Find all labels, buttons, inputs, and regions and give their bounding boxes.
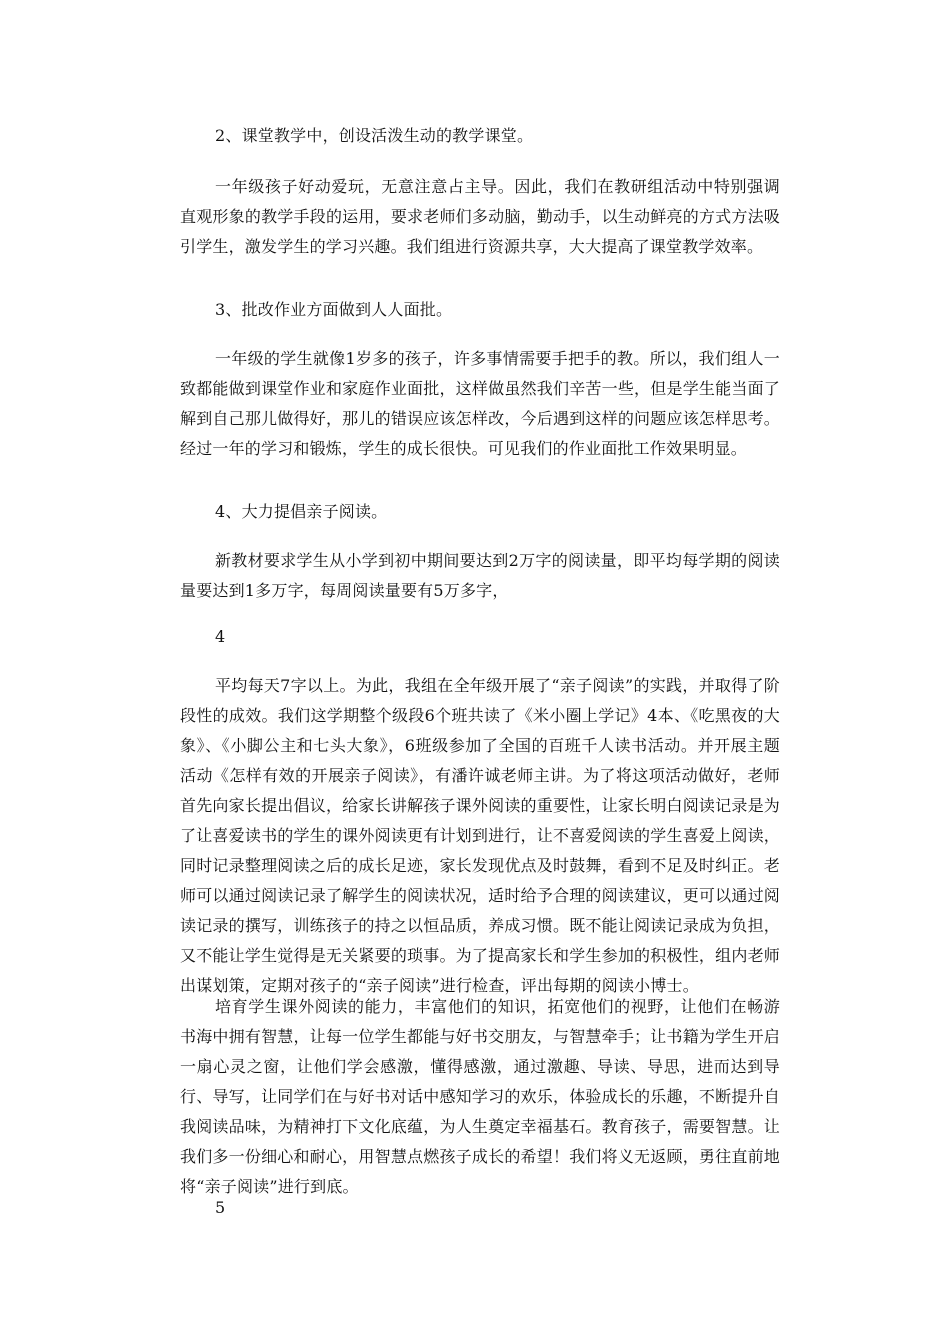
paragraph-reading-requirement: 新教材要求学生从小学到初中期间要达到2万字的阅读量，即平均每学期的阅读量要达到1多万字，每周阅读量要有5万多字， [180, 551, 780, 600]
paragraph-classroom-teaching: 一年级孩子好动爱玩，无意注意占主导。因此，我们在教研组活动中特别强调直观形象的教学手段的运用，要求老师们多动脑，勤动手，以生动鲜亮的方式方法吸引学生，激发学生的学习兴趣。我们组进行资源共享，大大提高了课堂教学效率。 [180, 177, 780, 256]
section-heading-homework-correction: 3、批改作业方面做到人人面批。 [215, 300, 453, 319]
paragraph-homework-correction: 一年级的学生就像1岁多的孩子，许多事情需要手把手的教。所以，我们组人一致都能做到课堂作业和家庭作业面批，这样做虽然我们辛苦一些，但是学生能当面了解到自己那儿做得好，那儿的错误应该怎样改，今后遇到这样的问题应该怎样思考。经过一年的学习和锻炼，学生的成长很快。可见我们的作业面批工作效果明显。 [180, 349, 780, 458]
page-number: 4 [215, 627, 226, 646]
paragraph-reading-benefits: 培育学生课外阅读的能力，丰富他们的知识，拓宽他们的视野，让他们在畅游书海中拥有智慧，让每一位学生都能与好书交朋友，与智慧牵手；让书籍为学生开启一扇心灵之窗，让他们学会感激，懂得感激，通过激趣、导读、导思，进而达到导行、导写，让同学们在与好书对话中感知学习的欢乐，体验成长的乐趣，不断提升自我阅读品味，为精神打下文化底蕴，为人生奠定幸福基石。教育孩子，需要智慧。让我们多一份细心和耐心，用智慧点燃孩子成长的希望！我们将义无返顾，勇往直前地将“亲子阅读”进行到底。 [180, 997, 780, 1196]
section-heading-classroom-teaching: 2、课堂教学中，创设活泼生动的教学课堂。 [215, 126, 534, 145]
paragraph-reading-activities: 平均每天7字以上。为此，我组在全年级开展了“亲子阅读”的实践，并取得了阶段性的成效。我们这学期整个级段6个班共读了《米小圈上学记》4本、《吃黑夜的大象》、《小脚公主和七头大象》，6班级参加了全国的百班千人读书活动。并开展主题活动《怎样有效的开展亲子阅读》，有潘许诚老师主讲。为了将这项活动做好，老师首先向家长提出倡议，给家长讲解孩子课外阅读的重要性，让家长明白阅读记录是为了让喜爱读书的学生的课外阅读更有计划到进行，让不喜爱阅读的学生喜爱上阅读，同时记录整理阅读之后的成长足迹，家长发现优点及时鼓舞，看到不足及时纠正。老师可以通过阅读记录了解学生的阅读状况，适时给予合理的阅读建议，更可以通过阅读记录的撰写，训练孩子的持之以恒品质，养成习惯。既不能让阅读记录成为负担，又不能让学生觉得是无关紧要的琐事。为了提高家长和学生参加的积极性，组内老师出谋划策，定期对孩子的“亲子阅读”进行检查，评出每期的阅读小博士。 [180, 676, 780, 995]
section-heading-parent-child-reading: 4、大力提倡亲子阅读。 [215, 502, 388, 521]
page-number: 5 [215, 1198, 226, 1217]
